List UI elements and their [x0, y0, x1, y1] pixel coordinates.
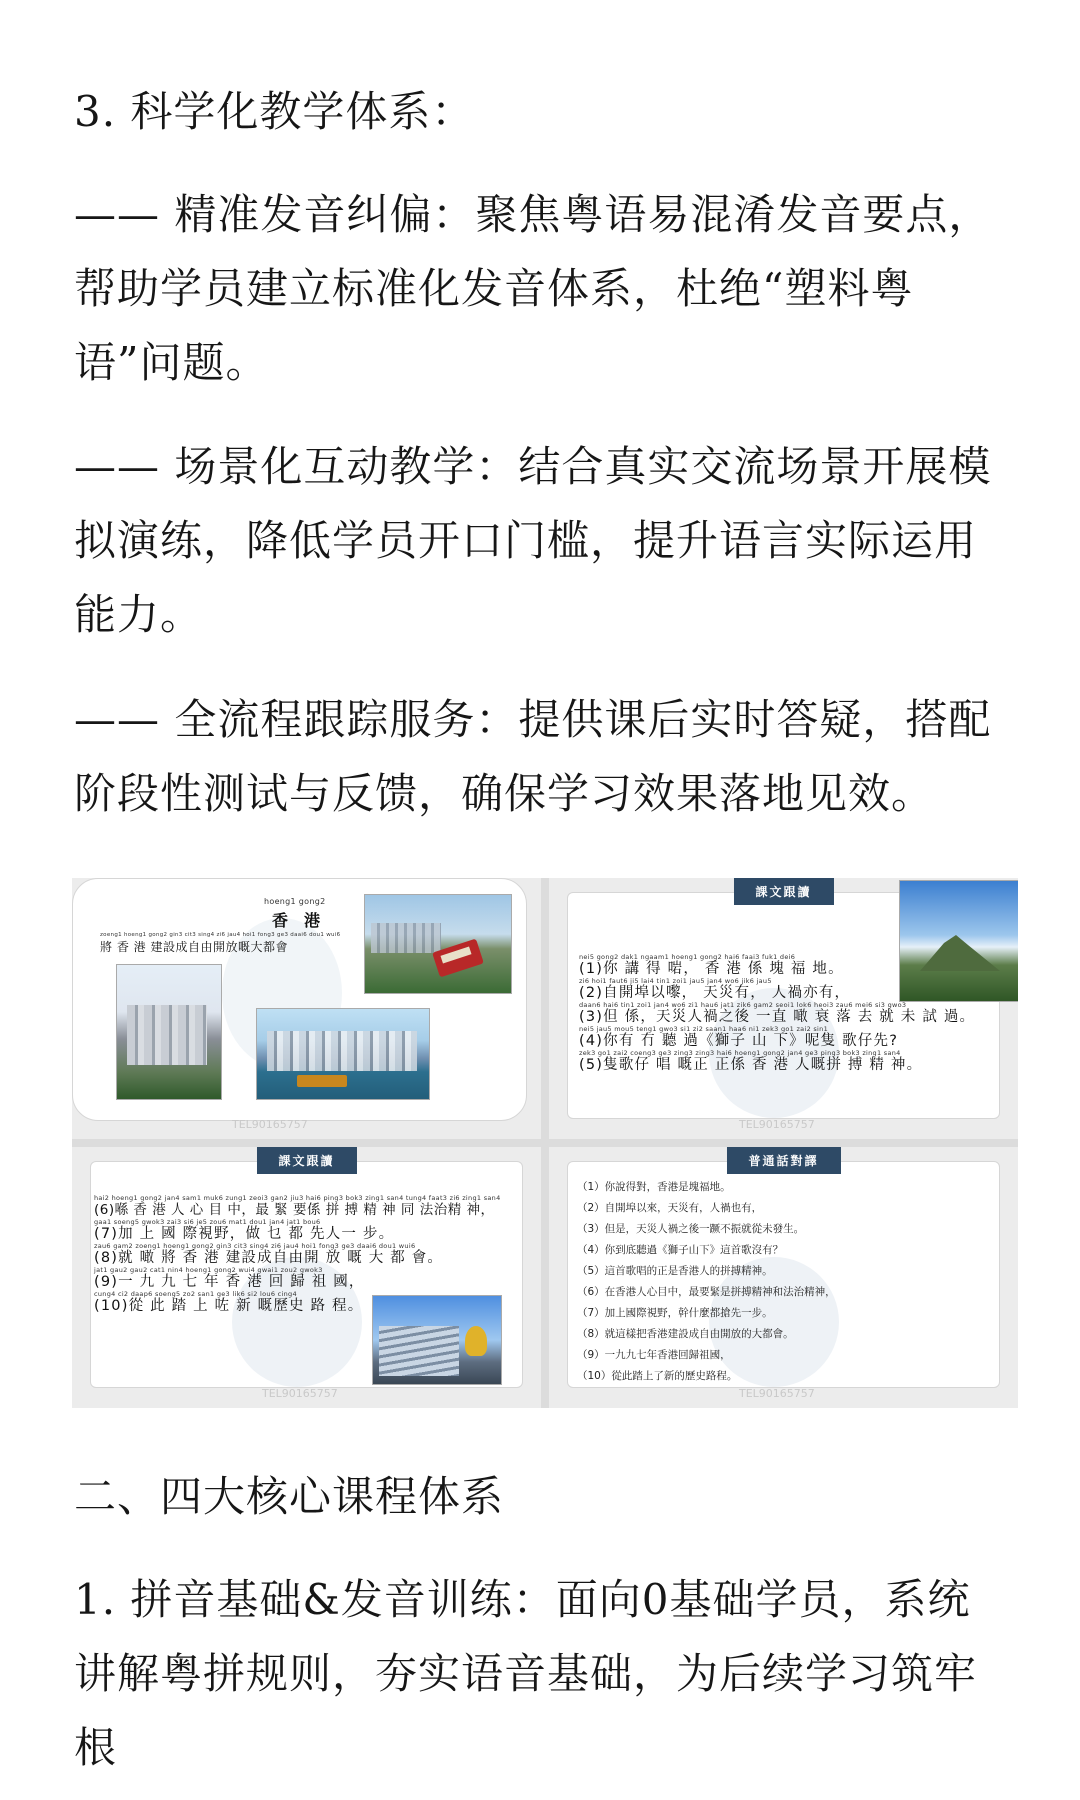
slide-text-reading-1: [549, 878, 1018, 1139]
phone-watermark: TEL90165757: [262, 1387, 338, 1400]
lesson-line-9: jat1 gau2 gau2 cat1 nin4 hoeng1 gong2 wui4 gwai1 zou2 gwok3 (9)一 九 九 七 年 香 港 回 歸 祖 國，: [94, 1266, 365, 1290]
slide-title: 香 港: [272, 911, 321, 930]
slide-hong-kong-title: [72, 878, 541, 1139]
phone-watermark: TEL90165757: [232, 1118, 308, 1131]
slide-tag: 課文跟讀: [733, 878, 833, 905]
lesson-line-1: nei5 gong2 dak1 ngaam1 hoeng1 gong2 hai6 faai3 fuk1 dei6 (1)你 講 得 啱， 香 港 係 塊 福 地。: [579, 953, 844, 977]
slide-subtitle: 將 香 港 建設成自由開放嘅大都會: [100, 940, 288, 954]
victoria-harbour-photo: [256, 1008, 430, 1100]
translation-line: （4）你到底聽過《獅子山下》這首歌沒有？: [577, 1244, 784, 1256]
title-jyutping: hoeng1 gong2: [264, 897, 326, 906]
paragraph-pronunciation: —— 精准发音纠偏：聚焦粤语易混淆发音要点，帮助学员建立标准化发音体系，杜绝“塑料粤语”问题。: [74, 190, 992, 387]
slide-text-reading-2: [72, 1147, 541, 1408]
lesson-line-7: gaa1 soeng5 gwok3 zai3 si6 je5 zou6 mat1 dou1 jan4 jat1 bou6 (7)加 上 國 際視野，做 乜 都 先人一 步。: [94, 1218, 395, 1242]
lesson-lines: [579, 954, 975, 1074]
translation-line: （3）但是，天災人禍之後一蹶不振就從未發生。: [577, 1223, 805, 1235]
translation-line: （5）這首歌唱的正是香港人的拼搏精神。: [577, 1265, 773, 1277]
lesson-line-10: cung4 ci2 daap6 soeng5 zo2 san1 ge3 lik6 si2 lou6 cing4 (10)從 此 踏 上 咗 新 嘅歷史 路 程。: [94, 1290, 364, 1314]
course-slides-image: [72, 878, 1018, 1408]
lesson-line-6: hai2 hoeng1 gong2 jan4 sam1 muk6 zung1 zeoi3 gan2 jiu3 hai6 ping3 bok3 zing1 san4 tung4 faat3 zi6 zing1 san4 (6)喺 香 港 人 心 目 中，最 緊 要係 拼 搏 精 神 同 法治精 神，: [94, 1194, 501, 1218]
translation-line: （9）一九九七年香港回歸祖國，: [577, 1349, 731, 1361]
paragraph-jyutping-basics: 1. 拼音基础&发音训练：面向0基础学员，系统讲解粤拼规则，夯实语音基础，为后续学习筑牢根: [74, 1575, 978, 1772]
lesson-line-4: nei5 jau5 mou5 teng1 gwo3 si1 zi2 saan1 haa6 ni1 zek3 go1 zai2 sin1 (4)你有 冇 聽 過《獅子 山 下》呢隻 歌仔先?: [579, 1025, 899, 1049]
translation-line: （7）加上國際視野，幹什麼都搶先一步。: [577, 1307, 773, 1319]
translation-lines: [577, 1177, 836, 1387]
translation-line: （10）從此踏上了新的歷史路程。: [577, 1370, 738, 1382]
phone-watermark: TEL90165757: [739, 1118, 815, 1131]
lesson-line-2: zi6 hoi1 faut6 ji5 lai4 tin1 zoi1 jau5 jan4 wo6 jik6 jau5 (2)自開埠以嚟， 天災有， 人禍亦有，: [579, 977, 851, 1001]
slide-tag: 課文跟讀: [256, 1147, 356, 1174]
section-heading-teaching-system: 3. 科学化教学体系：: [74, 87, 475, 136]
paragraph-interactive-teaching: —— 场景化互动教学：结合真实交流场景开展模拟演练，降低学员开口门槛，提升语言实际运用能力。: [74, 442, 992, 639]
translation-line: （6）在香港人心目中，最要緊是拼搏精神和法治精神，: [577, 1286, 836, 1298]
translation-line: （8）就這樣把香港建設成自由開放的大都會。: [577, 1328, 794, 1340]
lesson-line-3: daan6 hai6 tin1 zoi1 jan4 wo6 zi1 hau6 jat1 zik6 gam2 seoi1 lok6 heoi3 zau6 mei6 si3 gwo3 (3)但 係，天災人禍之後 一直 噉 衰 落 去 就 未 試 過。: [579, 1001, 976, 1025]
convention-centre-bauhinia-photo: [372, 1295, 502, 1385]
phone-watermark: TEL90165757: [739, 1387, 815, 1400]
peak-tram-photo: [364, 894, 512, 994]
section-heading-core-courses: 二、四大核心课程体系: [74, 1472, 505, 1521]
paragraph-tracking-service: —— 全流程跟踪服务：提供课后实时答疑，搭配阶段性测试与反馈，确保学习效果落地见效。: [74, 695, 992, 818]
translation-line: （2）自開埠以來，天災有，人禍也有，: [577, 1202, 763, 1214]
lesson-line-8: zau6 gam2 zoeng1 hoeng1 gong2 gin3 cit3 sing4 zi6 jau4 hoi1 fong3 ge3 daai6 dou1 wui6 (8)就 噉 將 香 港 建設成自由開 放 嘅 大 都 會。: [94, 1242, 444, 1266]
city-skyline-photo: [116, 964, 222, 1100]
subtitle-jyutping: zoeng1 hoeng1 gong2 gin3 cit3 sing4 zi6 jau4 hoi1 fong3 ge3 daai6 dou1 wui6: [100, 932, 341, 938]
lesson-line-5: zek3 go1 zai2 coeng3 ge3 zing3 zing3 hai6 hoeng1 gong2 jan4 ge3 ping3 bok3 zing1 san4 (5)隻歌仔 唱 嘅正 正係 香 港 人嘅拼 搏 精 神。: [579, 1049, 923, 1073]
translation-line: （1）你說得對，香港是塊福地。: [577, 1181, 731, 1193]
slide-tag: 普通話對譯: [726, 1147, 840, 1174]
slide-mandarin-translation: [549, 1147, 1018, 1408]
